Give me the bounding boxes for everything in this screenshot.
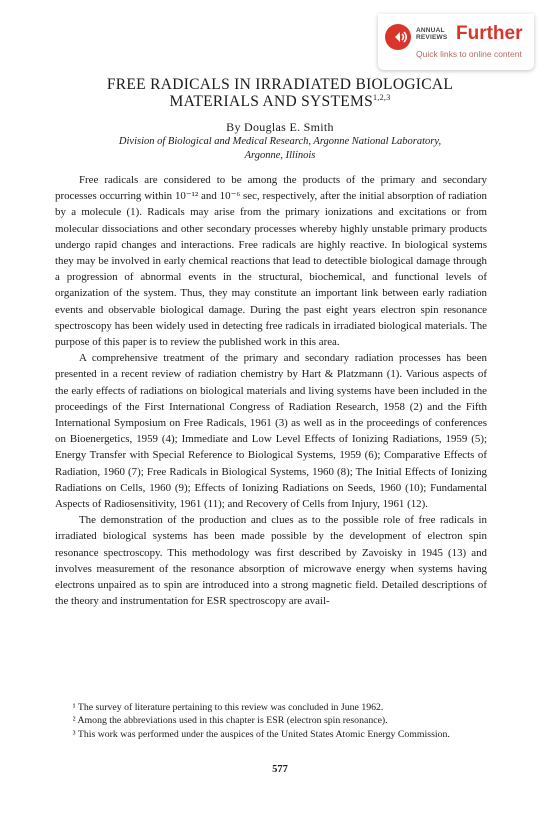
article-body [55, 172, 487, 609]
page-number: 577 [272, 764, 288, 775]
badge-publisher-name [416, 27, 447, 41]
affiliation-line2: Argonne, Illinois [244, 150, 316, 161]
footnotes [55, 701, 487, 741]
badge-subtitle: Quick links to online content [416, 49, 522, 59]
article-title-line1: FREE RADICALS IN IRRADIATED BIOLOGICAL [106, 76, 454, 93]
title-footnote-marks: 1,2,3 [373, 92, 391, 102]
body-paragraph: Free radicals are considered to be among the products of the primary and secondary processes occurring within 10⁻¹² and 10⁻⁶ sec, respectively, after the initial absorption of radiation by a molecule (1). Radicals may arise from the primary ionizations and excitations or from molecular dissociations and other secondary processes whereby highly unstable primary products undergo rapid changes and interactions. Free radicals are highly reactive. In biological systems they may be involved in early chemical reactions that lead to detectible biological damage through a progression of abnormal events in the structural, biochemical, and functional levels of organization of the system. Thus, they may constitute an important link between early radiation events and observable biological damage. During the past eight years electron spin resonance spectroscopy has been widely used in detecting free radicals in irradiated biological materials. The purpose of this paper is to review the published work in this area. [55, 174, 487, 349]
annual-reviews-logo-icon [385, 24, 411, 50]
body-paragraph: The demonstration of the production and clues as to the possible role of free radicals in irradiated biological systems has been made possible by the development of electron spin resonance spectroscopy. This methodology was first described by Zavoisky in 1945 (13) and involves measurement of the resonance absorption of microwave energy when systems having electrons unpaired as to spin are introduced into a strong magnetic field. Detailed descriptions of the theory and instrumentation for ESR spectroscopy are avail- [55, 514, 487, 608]
footnote: ¹ The survey of literature pertaining to this review was concluded in June 1962. [72, 702, 384, 713]
body-paragraph: A comprehensive treatment of the primary and secondary radiation processes has been presented in a recent review of radiation chemistry by Hart & Platzmann (1). Various aspects of the early effects of radiations on biological materials and living systems have been included in the proceedings of the First International Congress of Radiation Research, 1958 (2) and the Fifth International Symposium on Free Radicals, 1961 (3) as well as in the proceedings of conferences on Bioenergetics, 1959 (4); Immediate and Low Level Effects of Ionizing Radiations, 1959 (5); Energy Transfer with Special Reference to Biological Systems, 1959 (6); Comparative Effects of Radiation, 1960 (7); Free Radicals in Biological Systems, 1960 (8); The Initial Effects of Ionizing Radiations on Cells, 1960 (9); Effects of Ionizing Radiations on Seeds, 1960 (10); Fundamental Aspects of Radiosensitivity, 1961 (11); and Recovery of Cells from Injury, 1961 (12). [55, 352, 487, 511]
article-title-line2-text: MATERIALS AND SYSTEMS [169, 93, 374, 110]
footnote: ² Among the abbreviations used in this chapter is ESR (electron spin resonance). [72, 715, 388, 727]
annual-reviews-further-badge[interactable] [378, 14, 534, 70]
footnote: ³ This work was performed under the auspices of the United States Atomic Energy Commission. [72, 728, 450, 740]
badge-brand: Further [456, 23, 523, 44]
badge-publisher-line2: REVIEWS [416, 34, 448, 41]
badge-publisher-line1: ANNUAL [416, 27, 445, 34]
article-author: By Douglas E. Smith [226, 120, 334, 134]
affiliation-line1: Division of Biological and Medical Research, Argonne National Laboratory, [118, 136, 442, 147]
article-title-line2 [40, 93, 520, 111]
